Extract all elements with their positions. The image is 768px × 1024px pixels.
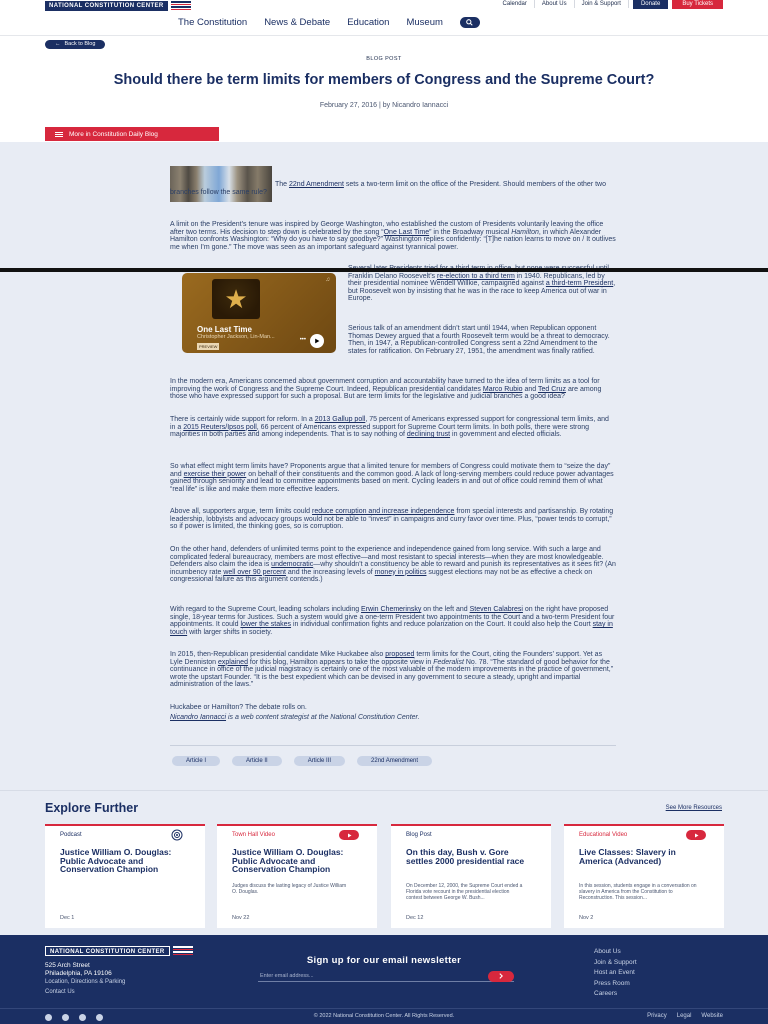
text: The xyxy=(275,181,290,188)
play-icon xyxy=(339,830,359,840)
arrow-left-icon: ← xyxy=(55,41,61,47)
article-paragraph-1 xyxy=(170,181,616,196)
main-nav xyxy=(178,17,480,28)
address-line-2: Philadelphia, PA 19106 xyxy=(45,969,112,977)
podcast-icon xyxy=(167,830,187,840)
menu-icon xyxy=(55,132,63,137)
article-paragraph-5 xyxy=(170,378,616,401)
back-to-blog-button[interactable] xyxy=(45,40,105,49)
post-type-label: BLOG POST xyxy=(366,56,402,62)
text: and the increasing levels of xyxy=(285,568,375,576)
card-date: Dec 12 xyxy=(406,915,424,921)
utility-link-join[interactable]: Join & Support xyxy=(575,0,629,8)
text: sets a two-term limit on the office of the President. Should members of the other two branches follow the same rule? xyxy=(170,181,606,196)
text: Franklin Delano Roosevelt’s xyxy=(348,272,436,280)
donate-button[interactable]: Donate xyxy=(633,0,668,9)
back-to-blog-label: Back to Blog xyxy=(64,41,96,47)
link-declining-trust[interactable]: declining trust xyxy=(406,431,451,438)
footer-logo-wordmark: NATIONAL CONSTITUTION CENTER xyxy=(45,946,170,956)
tag-list xyxy=(172,756,432,766)
link-explained[interactable]: explained xyxy=(218,658,248,666)
text: So what effect might term limits have? Proponents argue that a limited tenure for members of Congress could motivate them to “seize the day” and xyxy=(170,463,611,478)
text: ” in the Broadway musical xyxy=(429,228,512,236)
link-22nd-amendment[interactable]: 22nd Amendment xyxy=(289,181,344,188)
explore-title: Explore Further xyxy=(45,801,139,815)
text: in government and elected officials. xyxy=(450,431,562,438)
utility-link-about[interactable]: About Us xyxy=(535,0,575,8)
link-re-election[interactable]: re-election to a third term xyxy=(436,272,515,280)
link-stay-in-touch[interactable]: stay in touch xyxy=(170,621,613,636)
text: With regard to the Supreme Court, leading scholars including xyxy=(170,606,362,613)
card-date: Nov 22 xyxy=(232,915,250,921)
text: from special interests and partisanship. By rotating leadership, lobbyists and advocacy groups would not be able to “invest” in campaigns and curry favor over time. Plus, “power tends to corrupt,” so if power is limited, the thinking goes, so is corruption. xyxy=(170,508,614,530)
site-header xyxy=(0,0,768,36)
footer-link-join[interactable]: Join & Support xyxy=(594,958,637,966)
legal-link-website[interactable]: Website xyxy=(701,1013,723,1019)
legal-link-legal[interactable]: Legal xyxy=(676,1013,692,1019)
text: Serious talk of an amendment didn’t start until 1944, when Republican opponent Thomas Dewey argued that a fourth Roosevelt term would be a threat to democracy. Then, in 1947, a Republican-controlled Congress sent a 22nd Amendment to the states for ratification. On February 27, 1951, the amendment was finally ratified. xyxy=(348,325,610,355)
tag-article-i[interactable]: Article I xyxy=(172,756,220,766)
footer-link-careers[interactable]: Careers xyxy=(594,990,618,997)
address-line-1: 525 Arch Street xyxy=(45,962,90,969)
preview-badge: PREVIEW xyxy=(199,344,218,349)
copyright: © 2022 National Constitution Center. All Rights Reserved. xyxy=(313,1013,455,1019)
resource-card[interactable] xyxy=(391,824,551,928)
see-more-resources-link[interactable]: See More Resources xyxy=(665,805,722,811)
article-paragraph-8 xyxy=(170,508,616,531)
text: —why shouldn’t a constituency be able to reward and punish its representatives as it sees fit? (An incumbency rate xyxy=(170,561,616,576)
utility-link-calendar[interactable]: Calendar xyxy=(496,0,535,8)
utility-nav xyxy=(496,0,723,8)
legal-link-privacy[interactable]: Privacy xyxy=(647,1013,667,1019)
text: Above all, supporters argue, term limits could xyxy=(170,508,313,515)
card-type: Educational Video xyxy=(579,832,628,838)
article-paragraph-10 xyxy=(170,606,616,636)
footer-link-contact[interactable]: Contact Us xyxy=(45,989,75,995)
footer-bottom-bar xyxy=(0,1008,768,1024)
card-type: Blog Post xyxy=(406,832,432,838)
nav-news-debate[interactable]: News & Debate xyxy=(264,17,331,28)
link-exercise-power[interactable]: exercise their power xyxy=(183,470,247,478)
resource-card[interactable] xyxy=(217,824,377,928)
link-ted-cruz[interactable]: Ted Cruz xyxy=(538,385,567,393)
article-paragraph-11 xyxy=(170,651,616,689)
flag-icon xyxy=(171,1,191,11)
link-author[interactable]: Nicandro Iannacci xyxy=(170,714,227,721)
buy-tickets-button[interactable]: Buy Tickets xyxy=(672,0,723,9)
card-description: Judges discuss the lasting legacy of Justice William O. Douglas. xyxy=(232,883,347,895)
footer-link-about[interactable]: About Us xyxy=(594,948,621,955)
link-undemocratic[interactable]: undemocratic xyxy=(271,561,314,568)
text: , 75 percent of Americans expressed support for congressional term limits, and in a xyxy=(170,416,609,431)
card-title: Justice William O. Douglas: Public Advocate and Conservation Champion xyxy=(232,847,344,874)
text: on behalf of their constituents and the common good. A lack of long-serving members could reduce power advantages gained through seniority and lead to committee appointments based on merit. Cycling leaders in and out of office could remind them of what “real life” is like and make them more effective leaders. xyxy=(170,470,614,493)
author-bio xyxy=(170,714,616,722)
newsletter-form xyxy=(258,971,514,982)
text: with larger shifts in society. xyxy=(187,628,273,636)
card-date: Nov 2 xyxy=(579,915,594,921)
card-description: On December 12, 2000, the Supreme Court ended a Florida vote recount in the presidential election contest between George W. Bush... xyxy=(406,883,523,901)
card-title: On this day, Bush v. Gore settles 2000 presidential race xyxy=(406,847,525,866)
text: is a web content strategist at the National Constitution Center. xyxy=(226,714,420,721)
text: in 1940. Republicans, led by their presidential nominee Wendell Willkie, campaigned against xyxy=(348,272,605,287)
card-type: Town Hall Video xyxy=(232,832,275,838)
music-logo-icon: ♫ xyxy=(325,277,330,283)
article-paragraph-12: Huckabee or Hamilton? The debate rolls on. xyxy=(170,704,307,711)
link-gallup-poll[interactable]: 2013 Gallup poll xyxy=(314,416,366,423)
footer-link-host[interactable]: Host an Event xyxy=(594,969,635,976)
divider-line xyxy=(0,268,768,270)
tag-article-iii[interactable]: Article III xyxy=(294,756,345,766)
footer-left-links xyxy=(45,977,125,997)
link-reduce-corruption[interactable]: reduce corruption and increase independence xyxy=(312,508,455,515)
text: in individual confirmation fights and reduce polarization on the Court. It could also help the Court xyxy=(291,621,593,628)
newsletter-submit-button[interactable] xyxy=(488,971,514,982)
search-button[interactable] xyxy=(460,17,480,28)
site-logo[interactable] xyxy=(45,1,191,11)
text-italic: Hamilton xyxy=(511,228,539,236)
resource-card[interactable] xyxy=(564,824,724,928)
track-title: One Last Time xyxy=(197,325,252,334)
logo-wordmark: NATIONAL CONSTITUTION CENTER xyxy=(45,1,168,11)
track-artists: Christopher Jackson, Lin-Man... xyxy=(197,334,275,340)
text: are among those who have expressed support for such a proposal. But are term limits for the legislative and judicial branches a good idea? xyxy=(170,385,602,400)
site-footer xyxy=(0,935,768,1024)
article-paragraph-4a xyxy=(348,325,616,355)
article-paragraph-9 xyxy=(170,546,616,584)
email-input[interactable] xyxy=(258,973,488,979)
more-blog-dropdown[interactable] xyxy=(45,127,219,141)
article-paragraph-7 xyxy=(170,463,616,493)
text: In 2015, then-Republican presidential candidate Mike Huckabee also xyxy=(170,651,386,658)
article-paragraph-6 xyxy=(170,416,616,439)
tag-article-ii[interactable]: Article II xyxy=(232,756,282,766)
text: for this blog, Hamilton appears to take the opposite view in xyxy=(247,658,434,666)
text-italic: Federalist xyxy=(433,658,464,666)
card-title: Justice William O. Douglas: Public Advocate and Conservation Champion xyxy=(60,847,172,874)
link-erwin-chemerinsky[interactable]: Erwin Chemerinsky xyxy=(361,606,422,613)
play-icon xyxy=(686,830,706,840)
card-description: In this session, students engage in a conversation on slavery in America from the Constitution to Reconstruction. This session... xyxy=(579,883,697,901)
star-icon: ★ xyxy=(224,284,248,314)
card-title: Live Classes: Slavery in America (Advanced) xyxy=(579,847,676,866)
text: on the left and xyxy=(421,606,470,613)
arrow-right-icon xyxy=(498,973,504,979)
text: on the right have proposed single, 18-year terms for Justices. Such a system would give a one-term President two appointments to the Court and a two-term President four appointments. It could xyxy=(170,606,615,628)
link-third-term-president[interactable]: a third-term President xyxy=(545,280,614,287)
newsletter-heading: Sign up for our email newsletter xyxy=(306,955,462,966)
play-button[interactable] xyxy=(310,334,324,348)
link-incumbency-rate[interactable]: well over 90 percent xyxy=(223,568,286,576)
text: No. 78. “The standard of good behavior for the continuance in office of the judicial magistracy is certainly one of the most valuable of the modern improvements in the practice of government,” wrote the upstart Founder. “It is the best expedient which can be devised in any government to secure a steady, upright and impartial administration of the laws.” xyxy=(170,658,614,688)
text: suggest elections may not be as effective a check on congressional failure as this argument contends.) xyxy=(170,568,593,583)
text: In the modern era, Americans concerned about government corruption and accountability have turned to the idea of term limits as a tool for improving the work of Congress and the Supreme Court. Indeed, Republican presidential candidates xyxy=(170,378,600,393)
nav-education[interactable]: Education xyxy=(347,17,390,28)
article-end-divider xyxy=(170,745,616,746)
text: and xyxy=(522,385,538,393)
article-paragraph-2 xyxy=(170,221,616,251)
explore-further-section xyxy=(0,790,768,935)
link-steven-calabresi[interactable]: Steven Calabresi xyxy=(469,606,523,613)
text: , but Roosevelt won by insisting that he was in the race to keep America out of war in Europe. xyxy=(348,280,616,302)
text: On the other hand, defenders of unlimited terms point to the experience and independence gained from long service. With such a large and complicated federal bureaucracy, members are most effective—and most resistant to special interests—when they are most knowledgeable. Defenders also claim the idea is xyxy=(170,546,604,568)
more-options-icon[interactable]: ••• xyxy=(299,337,306,343)
resource-card[interactable] xyxy=(45,824,205,928)
text: , 66 percent of Americans expressed support for Supreme Court term limits. In both polls, there were strong majorities in both parties and among independents. That is to say nothing of xyxy=(170,423,590,438)
text: , in which Alexander Hamilton confronts Washington: “Why do you have to say goodbye?” Washington replies confidently: “[T]he nation learns to move on / It outlives me when I’m gone.” The move was seen as an important safeguard against tyrannical power. xyxy=(170,228,616,251)
article-paragraph-3 xyxy=(348,265,616,303)
search-icon xyxy=(466,19,473,26)
album-art xyxy=(212,279,260,319)
nav-the-constitution[interactable]: The Constitution xyxy=(178,17,248,28)
legal-links xyxy=(647,1013,723,1019)
link-one-last-time[interactable]: One Last Time xyxy=(383,228,430,236)
text: A limit on the President’s tenure was inspired by George Washington, who established the custom of Presidents voluntarily leaving the office after two terms. His decision to step down is celebrated by the song “ xyxy=(170,221,604,236)
post-hero xyxy=(0,36,768,142)
text: term limits for the Court, citing the Founders’ support. Yet as Lyle Denniston xyxy=(170,651,603,666)
nav-museum[interactable]: Museum xyxy=(406,17,443,28)
footer-link-press[interactable]: Press Room xyxy=(594,979,630,987)
page-title: Should there be term limits for members of Congress and the Supreme Court? xyxy=(113,72,655,88)
link-marco-rubio[interactable]: Marco Rubio xyxy=(482,385,523,393)
tag-22nd-amendment[interactable]: 22nd Amendment xyxy=(357,756,432,766)
link-proposed[interactable]: proposed xyxy=(385,651,415,658)
footer-right-links xyxy=(594,947,637,1000)
post-byline: February 27, 2016 | by Nicandro Iannacci xyxy=(319,102,449,109)
play-icon xyxy=(314,338,320,344)
link-lower-the-stakes[interactable]: lower the stakes xyxy=(240,621,292,628)
more-blog-label: More in Constitution Daily Blog xyxy=(69,130,158,138)
spotify-embed[interactable] xyxy=(182,273,336,353)
card-date: Dec 1 xyxy=(60,915,75,921)
link-money-in-politics[interactable]: money in politics xyxy=(374,568,427,576)
card-type: Podcast xyxy=(60,832,82,838)
text: There is certainly wide support for reform. In a xyxy=(170,416,315,423)
footer-link-directions[interactable]: Location, Directions & Parking xyxy=(45,979,126,985)
link-reuters-poll[interactable]: 2015 Reuters/Ipsos poll xyxy=(183,423,257,431)
